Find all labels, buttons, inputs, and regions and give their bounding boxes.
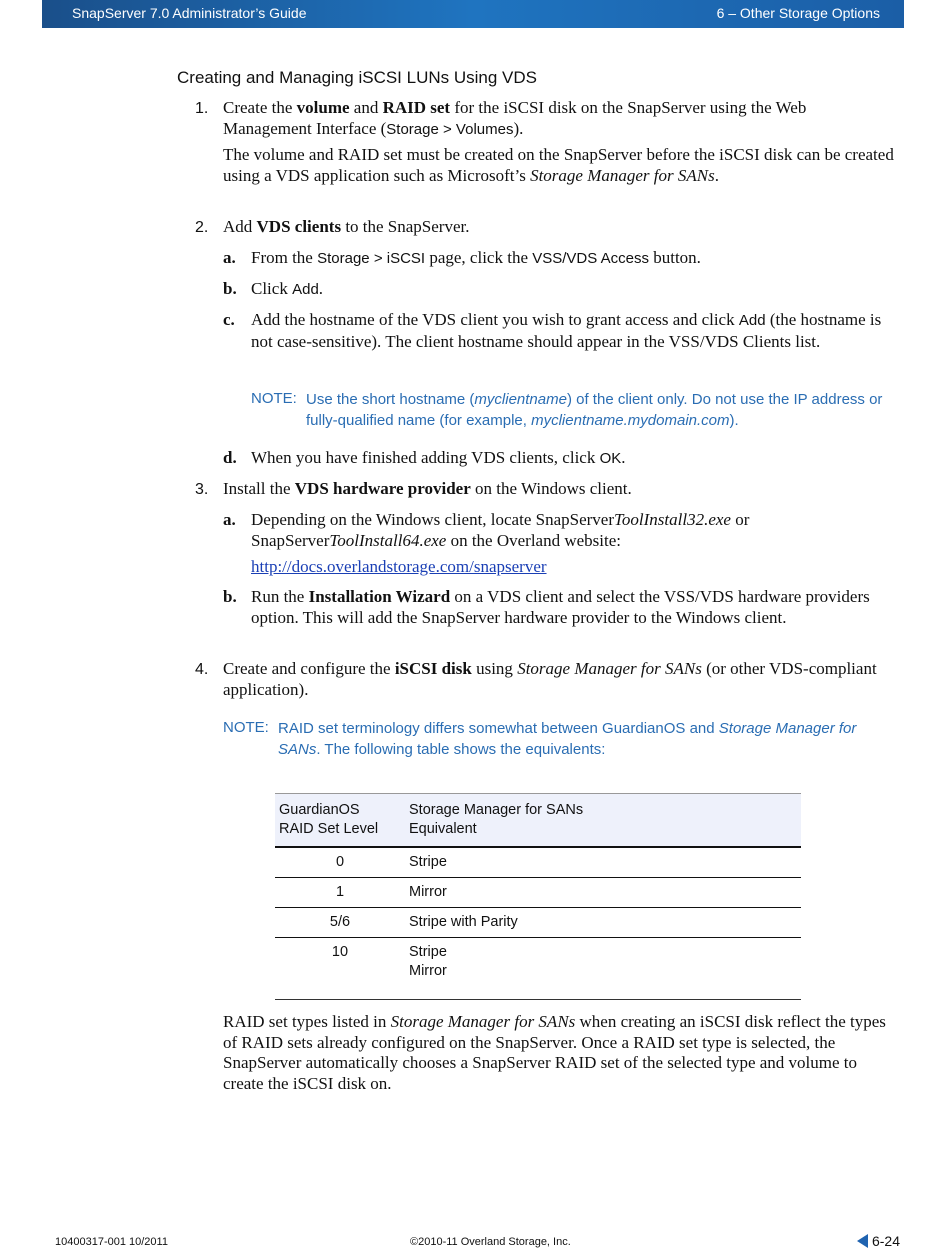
step-4-number: 4. <box>195 661 209 678</box>
step-2d-letter: d. <box>223 448 237 467</box>
overland-link[interactable] <box>251 557 547 578</box>
raid-level: 10 <box>331 944 349 960</box>
equivalent: Stripe Mirror <box>409 944 447 979</box>
table-row <box>275 878 801 908</box>
closing-paragraph: RAID set types listed in Storage Manager for SANs when creating an iSCSI disk reflect the types of RAID sets already configured on the SnapServer. Once a RAID set type is selected, the SnapServer automatically chooses a SnapServer RAID set of the selected type and volume to create the iSCSI disk on. <box>223 1012 886 1093</box>
step-2-number: 2. <box>195 219 209 236</box>
section-title: Creating and Managing iSCSI LUNs Using VDS <box>177 68 538 87</box>
step-4-text: Create and configure the iSCSI disk using Storage Manager for SANs (or other VDS-compliant application). <box>223 659 877 699</box>
step-3a-text: Depending on the Windows client, locate SnapServerToolInstall32.exe or SnapServerToolInstall64.exe on the Overland website: <box>251 510 750 550</box>
step-1-text: Create the volume and RAID set for the iSCSI disk on the SnapServer using the Web Management Interface (Storage > Volumes). <box>223 98 807 138</box>
chapter-title: 6 – Other Storage Options <box>716 5 880 21</box>
step-2-text: Add VDS clients to the SnapServer. <box>223 217 470 236</box>
note-hostname: Use the short hostname (myclientname) of the client only. Do not use the IP address or fully-qualified name (for example, myclientname.mydomain.com). <box>306 391 883 429</box>
footer-docnum: 10400317-001 10/2011 <box>55 1236 168 1248</box>
table-header-row <box>275 794 801 848</box>
col-header-storage-manager: Storage Manager for SANs Equivalent <box>405 794 801 848</box>
table-row <box>275 847 801 878</box>
step-2c-letter: c. <box>223 310 235 329</box>
note2-label: NOTE: <box>223 719 269 736</box>
step-3-text: Install the VDS hardware provider on the Windows client. <box>223 479 632 498</box>
equivalent: Mirror <box>405 878 801 908</box>
step-2b-letter: b. <box>223 279 237 298</box>
table-row <box>275 908 801 938</box>
page-header <box>42 0 904 28</box>
col-header-guardianos: GuardianOS RAID Set Level <box>275 794 405 848</box>
note-label: NOTE: <box>251 390 297 407</box>
raid-level: 5/6 <box>275 908 405 938</box>
ui-reference: Storage > Volumes <box>386 120 514 138</box>
docs-link[interactable]: http://docs.overlandstorage.com/snapserver <box>251 557 547 576</box>
page-number[interactable] <box>857 1233 900 1249</box>
table-bottom-rule <box>275 999 801 1000</box>
prev-page-arrow-icon[interactable] <box>857 1234 868 1248</box>
note-terminology: RAID set terminology differs somewhat between GuardianOS and Storage Manager for SANs. The following table shows the equivalents: <box>278 720 857 758</box>
step-2d-text: When you have finished adding VDS clients, click OK. <box>251 448 626 467</box>
page-number-text: 6-24 <box>871 1233 900 1249</box>
step-1-detail: The volume and RAID set must be created on the SnapServer before the iSCSI disk can be created using a VDS application such as Microsoft’s Storage Manager for SANs. <box>223 145 894 185</box>
step-2a-text: From the Storage > iSCSI page, click the VSS/VDS Access button. <box>251 248 701 267</box>
step-3-number: 3. <box>195 481 209 498</box>
table-row <box>275 938 801 987</box>
step-2a-letter: a. <box>223 248 236 267</box>
step-3b-text: Run the Installation Wizard on a VDS client and select the VSS/VDS hardware providers option. This will add the SnapServer hardware provider to the Windows client. <box>251 587 870 627</box>
equivalent: Stripe with Parity <box>405 908 801 938</box>
raid-level: 1 <box>275 878 405 908</box>
step-3b-letter: b. <box>223 587 237 606</box>
raid-level: 0 <box>275 847 405 878</box>
step-2c-text: Add the hostname of the VDS client you wish to grant access and click Add (the hostname is not case-sensitive). The client hostname should appear in the VSS/VDS Clients list. <box>251 310 882 351</box>
footer-copyright: ©2010-11 Overland Storage, Inc. <box>410 1236 571 1248</box>
equivalent: Stripe <box>405 847 801 878</box>
step-2b-text: Click Add. <box>251 279 324 298</box>
step-3a-letter: a. <box>223 510 236 529</box>
raid-equivalents-table <box>275 793 801 986</box>
guide-title: SnapServer 7.0 Administrator’s Guide <box>72 5 307 21</box>
step-1-number: 1. <box>195 100 209 117</box>
